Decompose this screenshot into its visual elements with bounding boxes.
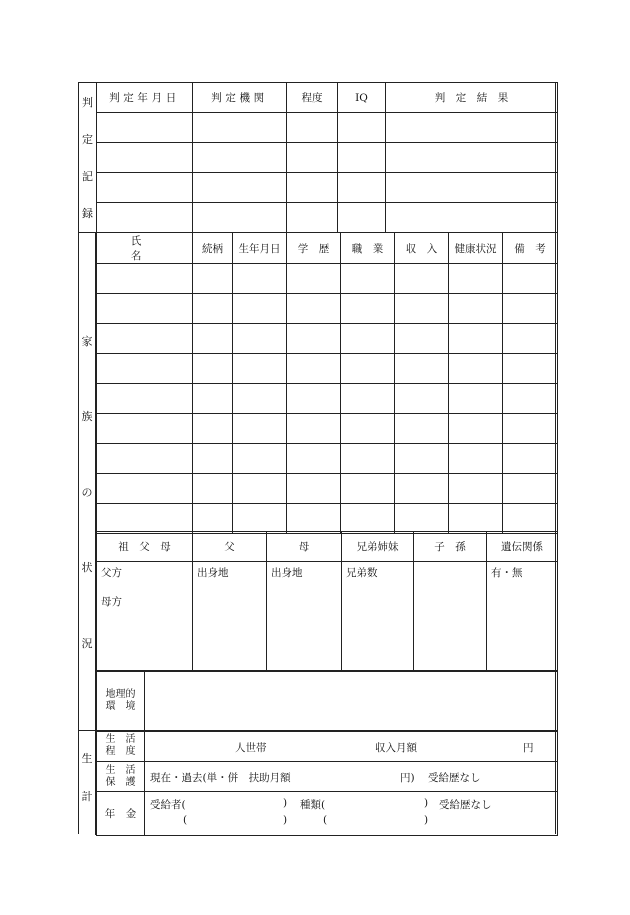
table-cell[interactable] bbox=[338, 173, 386, 203]
siblings-count-cell[interactable]: 兄弟数 bbox=[342, 562, 414, 672]
table-cell[interactable] bbox=[395, 264, 449, 294]
table-cell[interactable] bbox=[287, 384, 341, 414]
pension-cell[interactable] bbox=[145, 792, 558, 836]
table-cell[interactable] bbox=[97, 324, 193, 354]
table-cell[interactable] bbox=[449, 474, 503, 504]
table-cell[interactable] bbox=[233, 354, 287, 384]
table-cell[interactable] bbox=[193, 474, 233, 504]
living-level-label: 生 活 程 度 bbox=[97, 731, 145, 762]
livelihood-table bbox=[96, 730, 558, 836]
table-cell[interactable] bbox=[193, 504, 233, 534]
header-grandparents: 祖 父 母 bbox=[97, 532, 193, 562]
relatives-table bbox=[96, 531, 558, 672]
table-cell[interactable] bbox=[193, 294, 233, 324]
table-cell[interactable] bbox=[341, 414, 395, 444]
header-name: 氏 名 bbox=[97, 233, 193, 264]
table-cell[interactable] bbox=[287, 414, 341, 444]
table-cell[interactable] bbox=[287, 113, 338, 143]
mother-side-label: 母方 bbox=[101, 596, 122, 608]
record-form bbox=[78, 82, 556, 834]
table-cell[interactable] bbox=[193, 414, 233, 444]
table-cell[interactable] bbox=[386, 203, 558, 233]
table-cell[interactable] bbox=[233, 474, 287, 504]
header-education: 学 歴 bbox=[287, 233, 341, 264]
table-cell[interactable] bbox=[341, 384, 395, 414]
table-cell[interactable] bbox=[386, 143, 558, 173]
table-cell[interactable] bbox=[193, 354, 233, 384]
yen-text: 円 bbox=[523, 742, 534, 754]
table-cell[interactable] bbox=[287, 504, 341, 534]
recipient-open-2: ( bbox=[183, 814, 188, 826]
table-cell[interactable] bbox=[287, 264, 341, 294]
welfare-label: 生 活 保 護 bbox=[97, 762, 145, 792]
table-cell[interactable] bbox=[449, 354, 503, 384]
family-table bbox=[96, 232, 558, 534]
judgment-section bbox=[79, 83, 556, 233]
table-cell[interactable] bbox=[193, 444, 233, 474]
table-cell[interactable] bbox=[395, 474, 449, 504]
table-cell[interactable] bbox=[193, 264, 233, 294]
table-cell[interactable] bbox=[395, 414, 449, 444]
table-cell[interactable] bbox=[287, 354, 341, 384]
table-cell[interactable] bbox=[449, 294, 503, 324]
table-cell[interactable] bbox=[233, 414, 287, 444]
geography-cell[interactable] bbox=[145, 671, 558, 732]
table-cell[interactable] bbox=[503, 414, 558, 444]
table-cell[interactable] bbox=[193, 113, 287, 143]
header-iq: IQ bbox=[338, 83, 386, 113]
table-cell[interactable] bbox=[97, 414, 193, 444]
father-birthplace-cell[interactable]: 出身地 bbox=[193, 562, 267, 672]
type-close: ) bbox=[424, 797, 429, 809]
header-judgment-result: 判 定 結 果 bbox=[386, 83, 558, 113]
table-cell[interactable] bbox=[233, 264, 287, 294]
recipient-close-2: ) bbox=[283, 814, 288, 826]
table-cell[interactable] bbox=[97, 474, 193, 504]
header-heredity: 遺伝関係 bbox=[487, 532, 558, 562]
table-cell[interactable] bbox=[503, 294, 558, 324]
judgment-side-label: 判 定 記 録 bbox=[79, 83, 97, 232]
table-cell[interactable] bbox=[395, 294, 449, 324]
table-cell[interactable] bbox=[233, 444, 287, 474]
table-cell[interactable] bbox=[287, 294, 341, 324]
table-cell[interactable] bbox=[97, 203, 193, 233]
table-cell[interactable] bbox=[503, 324, 558, 354]
living-level-cell[interactable] bbox=[145, 731, 558, 762]
table-cell[interactable] bbox=[97, 113, 193, 143]
table-cell[interactable] bbox=[395, 504, 449, 534]
welfare-text: 現在・過去(単・併 扶助月額 bbox=[150, 772, 291, 784]
livelihood-section bbox=[79, 731, 556, 835]
table-cell[interactable] bbox=[287, 324, 341, 354]
judgment-table bbox=[96, 82, 558, 233]
table-cell[interactable] bbox=[233, 504, 287, 534]
header-remarks: 備 考 bbox=[503, 233, 558, 264]
table-cell[interactable] bbox=[341, 474, 395, 504]
table-cell[interactable] bbox=[97, 504, 193, 534]
type-open-2: ( bbox=[323, 814, 328, 826]
table-cell[interactable] bbox=[193, 173, 287, 203]
welfare-none-text: 受給歴なし bbox=[428, 772, 481, 784]
family-side-label: 家 族 の 状 況 bbox=[79, 233, 96, 730]
recipient-close: ) bbox=[283, 797, 288, 809]
table-cell[interactable] bbox=[449, 384, 503, 414]
table-cell[interactable] bbox=[338, 143, 386, 173]
header-father: 父 bbox=[193, 532, 267, 562]
table-cell[interactable] bbox=[341, 324, 395, 354]
heredity-cell[interactable]: 有・無 bbox=[487, 562, 558, 672]
header-judgment-agency: 判定機関 bbox=[193, 83, 287, 113]
table-cell[interactable] bbox=[193, 384, 233, 414]
type-close-2: ) bbox=[424, 814, 429, 826]
table-cell[interactable] bbox=[233, 324, 287, 354]
table-cell[interactable] bbox=[338, 113, 386, 143]
table-cell[interactable] bbox=[287, 173, 338, 203]
table-cell[interactable] bbox=[341, 444, 395, 474]
table-cell[interactable] bbox=[193, 203, 287, 233]
table-cell[interactable] bbox=[193, 324, 233, 354]
table-cell[interactable] bbox=[395, 444, 449, 474]
header-income: 収 入 bbox=[395, 233, 449, 264]
table-cell[interactable] bbox=[395, 324, 449, 354]
table-cell[interactable] bbox=[449, 264, 503, 294]
table-cell[interactable] bbox=[341, 264, 395, 294]
table-cell[interactable] bbox=[97, 173, 193, 203]
table-cell[interactable] bbox=[449, 504, 503, 534]
income-monthly-text: 収入月額 bbox=[375, 742, 417, 754]
header-degree: 程度 bbox=[287, 83, 338, 113]
table-cell[interactable] bbox=[503, 354, 558, 384]
table-cell[interactable] bbox=[287, 444, 341, 474]
table-cell[interactable] bbox=[503, 264, 558, 294]
table-cell[interactable] bbox=[503, 504, 558, 534]
header-judgment-date: 判定年月日 bbox=[97, 83, 193, 113]
table-cell[interactable] bbox=[287, 143, 338, 173]
header-birthdate: 生年月日 bbox=[233, 233, 287, 264]
table-cell[interactable] bbox=[97, 444, 193, 474]
header-mother: 母 bbox=[267, 532, 342, 562]
table-cell[interactable] bbox=[97, 384, 193, 414]
table-cell[interactable] bbox=[341, 294, 395, 324]
table-cell[interactable] bbox=[338, 203, 386, 233]
table-cell[interactable] bbox=[503, 384, 558, 414]
table-cell[interactable] bbox=[341, 354, 395, 384]
table-cell[interactable] bbox=[449, 324, 503, 354]
table-cell[interactable] bbox=[395, 384, 449, 414]
recipient-text: 受給者( bbox=[150, 799, 186, 811]
grandparents-cell[interactable] bbox=[97, 562, 193, 672]
welfare-yen-text: 円) bbox=[400, 772, 415, 784]
table-cell[interactable] bbox=[287, 203, 338, 233]
table-cell[interactable] bbox=[503, 474, 558, 504]
header-health: 健康状況 bbox=[449, 233, 503, 264]
livelihood-side-label: 生 計 bbox=[79, 731, 96, 835]
table-cell[interactable] bbox=[341, 504, 395, 534]
header-relation: 続柄 bbox=[193, 233, 233, 264]
table-cell[interactable] bbox=[503, 444, 558, 474]
descendants-cell[interactable] bbox=[414, 562, 487, 672]
pension-label: 年 金 bbox=[97, 792, 145, 836]
table-cell[interactable] bbox=[386, 113, 558, 143]
household-text: 人世帯 bbox=[235, 742, 267, 754]
table-cell[interactable] bbox=[287, 474, 341, 504]
pension-none-text: 受給歴なし bbox=[439, 799, 492, 811]
type-text: 種類( bbox=[300, 799, 326, 811]
geography-label: 地理的 環 境 bbox=[97, 671, 145, 732]
table-cell[interactable] bbox=[97, 264, 193, 294]
table-cell[interactable] bbox=[233, 384, 287, 414]
geography-table bbox=[96, 670, 558, 732]
table-cell[interactable] bbox=[193, 143, 287, 173]
table-cell[interactable] bbox=[97, 294, 193, 324]
father-side-label: 父方 bbox=[101, 567, 122, 579]
header-siblings: 兄弟姉妹 bbox=[342, 532, 414, 562]
table-cell[interactable] bbox=[97, 143, 193, 173]
header-occupation: 職 業 bbox=[341, 233, 395, 264]
table-cell[interactable] bbox=[449, 414, 503, 444]
table-cell[interactable] bbox=[97, 354, 193, 384]
welfare-cell[interactable] bbox=[145, 762, 558, 792]
table-cell[interactable] bbox=[386, 173, 558, 203]
mother-birthplace-cell[interactable]: 出身地 bbox=[267, 562, 342, 672]
table-cell[interactable] bbox=[233, 294, 287, 324]
table-cell[interactable] bbox=[449, 444, 503, 474]
table-cell[interactable] bbox=[395, 354, 449, 384]
header-descendants: 子 孫 bbox=[414, 532, 487, 562]
family-section bbox=[79, 233, 556, 731]
